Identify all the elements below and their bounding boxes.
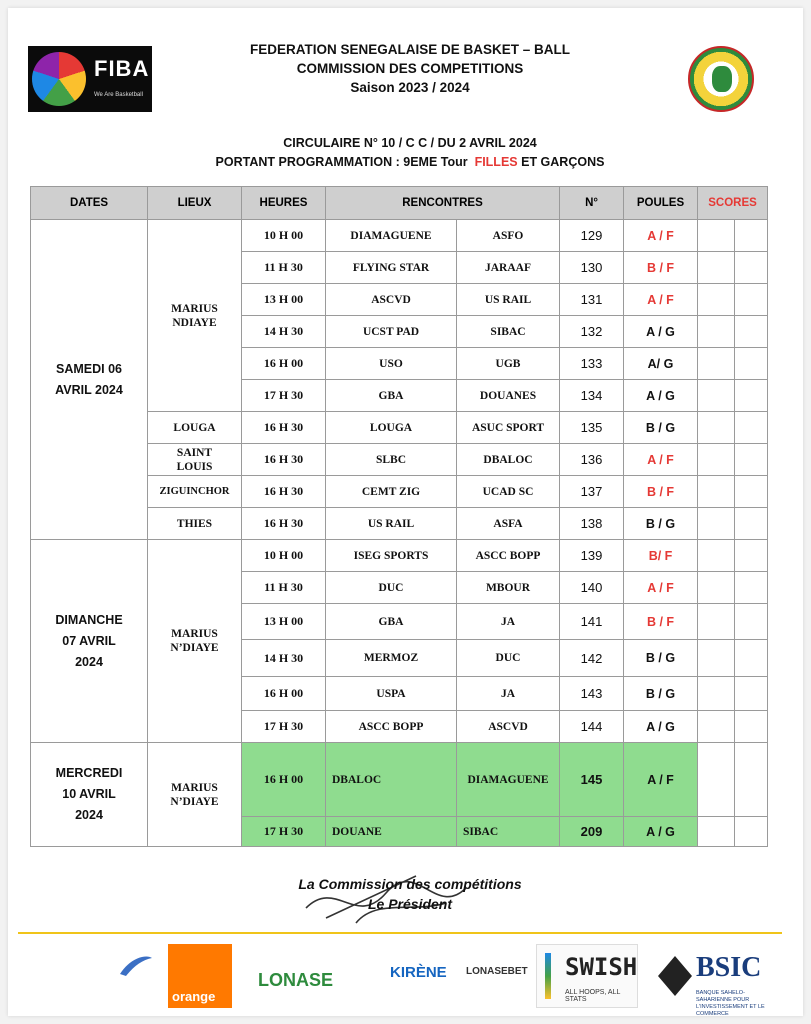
score-home — [698, 743, 735, 817]
fiba-wordmark: FIBA — [94, 56, 150, 81]
time-cell: 16 H 00 — [242, 348, 326, 380]
season: Saison 2023 / 2024 — [350, 80, 470, 95]
lonasebet-wordmark: LONASEBET — [466, 966, 528, 977]
score-home — [698, 604, 735, 640]
swish-wordmark: SWISH — [565, 953, 638, 981]
time-cell: 14 H 30 — [242, 316, 326, 348]
pool-cell: A/ G — [624, 348, 698, 380]
venue-cell — [148, 743, 242, 847]
commission-name: COMMISSION DES COMPETITIONS — [296, 61, 524, 76]
match-number: 209 — [560, 817, 624, 847]
time-cell: 16 H 30 — [242, 412, 326, 444]
venue-cell: ZIGUINCHOR — [148, 476, 242, 508]
venue-label: SAINT LOUIS — [176, 446, 213, 473]
bsic-tagline: BANQUE SAHELO-SAHARIENNE POUR L'INVESTISSEMENT ET LE COMMERCE — [696, 990, 765, 1017]
signature-block — [260, 874, 560, 914]
score-away — [735, 348, 768, 380]
lonase-logo — [256, 944, 338, 1008]
day-label: DIMANCHE 07 AVRIL 2024 — [55, 612, 123, 669]
pool-cell: B / F — [624, 252, 698, 284]
score-away — [735, 711, 768, 743]
lion-icon — [712, 66, 732, 92]
match-number: 136 — [560, 444, 624, 476]
header-row — [31, 187, 768, 220]
bsic-diamond-icon — [658, 956, 692, 996]
score-away — [735, 252, 768, 284]
header-num: N° — [560, 187, 624, 220]
home-team: USPA — [326, 677, 457, 711]
home-team: MERMOZ — [326, 640, 457, 677]
time-cell: 16 H 30 — [242, 476, 326, 508]
schedule-table — [30, 186, 768, 847]
fsbb-emblem — [688, 46, 754, 112]
away-team: US RAIL — [457, 284, 560, 316]
score-home — [698, 508, 735, 540]
pool-cell: A / F — [624, 220, 698, 252]
day-cell — [31, 220, 148, 540]
home-team: DIAMAGUENE — [326, 220, 457, 252]
time-cell: 16 H 30 — [242, 508, 326, 540]
home-team: LOUGA — [326, 412, 457, 444]
federation-header — [180, 40, 640, 97]
score-away — [735, 220, 768, 252]
pool-cell: B / F — [624, 604, 698, 640]
circular-number: CIRCULAIRE N° 10 / C C / DU 2 AVRIL 2024 — [283, 136, 537, 150]
time-cell: 17 H 30 — [242, 380, 326, 412]
header-rencontres: RENCONTRES — [326, 187, 560, 220]
venue-label: MARIUS NDIAYE — [171, 302, 218, 329]
score-home — [698, 476, 735, 508]
home-team: CEMT ZIG — [326, 476, 457, 508]
pool-cell: B / G — [624, 508, 698, 540]
score-home — [698, 348, 735, 380]
time-cell: 10 H 00 — [242, 220, 326, 252]
swish-bar-icon — [545, 953, 551, 999]
circular-title — [150, 134, 670, 172]
score-home — [698, 284, 735, 316]
score-home — [698, 572, 735, 604]
kirene-logo — [388, 944, 450, 1008]
match-number: 145 — [560, 743, 624, 817]
time-cell: 17 H 30 — [242, 817, 326, 847]
pool-cell: A / G — [624, 380, 698, 412]
time-cell: 16 H 00 — [242, 743, 326, 817]
pool-cell: B / G — [624, 412, 698, 444]
pool-cell: A / F — [624, 743, 698, 817]
time-cell: 17 H 30 — [242, 711, 326, 743]
commission-signature: La Commission des compétitions — [298, 876, 522, 892]
score-away — [735, 284, 768, 316]
away-team: UCAD SC — [457, 476, 560, 508]
away-team: DIAMAGUENE — [457, 743, 560, 817]
programming-text: PORTANT PROGRAMMATION : 9EME Tour — [215, 155, 468, 169]
day-cell — [31, 540, 148, 743]
fiba-tagline: We Are Basketball — [94, 92, 143, 98]
table-row — [31, 743, 768, 817]
lonase-wordmark: LONASE — [258, 970, 334, 990]
orange-wordmark: orange — [172, 989, 216, 1004]
header-heures: HEURES — [242, 187, 326, 220]
score-away — [735, 743, 768, 817]
header-poules: POULES — [624, 187, 698, 220]
table-row — [31, 540, 768, 572]
time-cell: 16 H 00 — [242, 677, 326, 711]
match-number: 143 — [560, 677, 624, 711]
venue-cell: LOUGA — [148, 412, 242, 444]
score-away — [735, 677, 768, 711]
away-team: ASCC BOPP — [457, 540, 560, 572]
home-team: ISEG SPORTS — [326, 540, 457, 572]
match-number: 131 — [560, 284, 624, 316]
header-lieux: LIEUX — [148, 187, 242, 220]
pool-cell: A / G — [624, 316, 698, 348]
score-home — [698, 817, 735, 847]
home-team: GBA — [326, 604, 457, 640]
venue-cell — [148, 220, 242, 412]
home-team: ASCVD — [326, 284, 457, 316]
score-away — [735, 508, 768, 540]
score-away — [735, 380, 768, 412]
score-home — [698, 412, 735, 444]
score-home — [698, 252, 735, 284]
swish-tagline: ALL HOOPS, ALL STATS — [565, 989, 621, 1003]
header-dates: DATES — [31, 187, 148, 220]
pool-cell: A / F — [624, 284, 698, 316]
score-away — [735, 817, 768, 847]
match-number: 135 — [560, 412, 624, 444]
orange-logo — [168, 944, 232, 1008]
away-team: UGB — [457, 348, 560, 380]
pool-cell: B / F — [624, 476, 698, 508]
venue-cell — [148, 444, 242, 476]
score-home — [698, 677, 735, 711]
score-home — [698, 711, 735, 743]
away-team: DOUANES — [457, 380, 560, 412]
match-number: 142 — [560, 640, 624, 677]
home-team: SLBC — [326, 444, 457, 476]
swoosh-logo — [116, 944, 156, 1008]
venue-cell: THIES — [148, 508, 242, 540]
away-team: ASFO — [457, 220, 560, 252]
home-team: DOUANE — [326, 817, 457, 847]
bsic-wordmark: BSIC — [696, 952, 762, 983]
score-away — [735, 640, 768, 677]
president-signature: Le Président — [367, 896, 453, 912]
away-team: JA — [457, 604, 560, 640]
score-away — [735, 444, 768, 476]
home-team: USO — [326, 348, 457, 380]
home-team: US RAIL — [326, 508, 457, 540]
venue-label: MARIUS N’DIAYE — [170, 781, 219, 808]
home-team: DBALOC — [326, 743, 457, 817]
home-team: ASCC BOPP — [326, 711, 457, 743]
match-number: 134 — [560, 380, 624, 412]
header-scores: SCORES — [698, 187, 768, 220]
match-number: 141 — [560, 604, 624, 640]
filles-label: FILLES — [474, 155, 518, 169]
footer-divider — [18, 932, 782, 934]
match-number: 130 — [560, 252, 624, 284]
venue-label: MARIUS N’DIAYE — [170, 628, 219, 654]
score-away — [735, 540, 768, 572]
home-team: UCST PAD — [326, 316, 457, 348]
swish-logo — [536, 944, 638, 1008]
score-away — [735, 316, 768, 348]
time-cell: 13 H 00 — [242, 604, 326, 640]
day-cell — [31, 743, 148, 847]
away-team: DBALOC — [457, 444, 560, 476]
score-away — [735, 412, 768, 444]
away-team: JA — [457, 677, 560, 711]
match-number: 129 — [560, 220, 624, 252]
away-team: JARAAF — [457, 252, 560, 284]
away-team: DUC — [457, 640, 560, 677]
time-cell: 13 H 00 — [242, 284, 326, 316]
pool-cell: A / F — [624, 572, 698, 604]
home-team: DUC — [326, 572, 457, 604]
match-number: 133 — [560, 348, 624, 380]
score-home — [698, 220, 735, 252]
programming-line — [150, 153, 670, 172]
pool-cell: B / G — [624, 677, 698, 711]
score-home — [698, 316, 735, 348]
match-number: 144 — [560, 711, 624, 743]
away-team: MBOUR — [457, 572, 560, 604]
match-number: 137 — [560, 476, 624, 508]
score-home — [698, 640, 735, 677]
score-away — [735, 572, 768, 604]
pool-cell: A / G — [624, 817, 698, 847]
lonasebet-logo — [462, 944, 528, 1008]
away-team: SIBAC — [457, 316, 560, 348]
time-cell: 14 H 30 — [242, 640, 326, 677]
away-team: ASCVD — [457, 711, 560, 743]
away-team: SIBAC — [457, 817, 560, 847]
time-cell: 11 H 30 — [242, 572, 326, 604]
pool-cell: B / G — [624, 640, 698, 677]
fiba-logo — [28, 46, 152, 112]
day-label: SAMEDI 06 AVRIL 2024 — [55, 361, 123, 397]
garcons-label: ET GARÇONS — [521, 155, 605, 169]
score-home — [698, 380, 735, 412]
match-number: 132 — [560, 316, 624, 348]
score-away — [735, 604, 768, 640]
score-away — [735, 476, 768, 508]
match-number: 138 — [560, 508, 624, 540]
away-team: ASFA — [457, 508, 560, 540]
score-home — [698, 444, 735, 476]
home-team: FLYING STAR — [326, 252, 457, 284]
home-team: GBA — [326, 380, 457, 412]
time-cell: 16 H 30 — [242, 444, 326, 476]
table-row — [31, 220, 768, 252]
basketball-icon — [32, 52, 86, 106]
match-number: 139 — [560, 540, 624, 572]
venue-cell — [148, 540, 242, 743]
kirene-wordmark: KIRÈNE — [390, 964, 447, 981]
federation-name: FEDERATION SENEGALAISE DE BASKET – BALL — [249, 42, 571, 57]
day-label: MERCREDI 10 AVRIL 2024 — [55, 766, 123, 822]
bsic-logo — [656, 944, 768, 1017]
score-home — [698, 540, 735, 572]
pool-cell: A / F — [624, 444, 698, 476]
away-team: ASUC SPORT — [457, 412, 560, 444]
time-cell: 10 H 00 — [242, 540, 326, 572]
pool-cell: A / G — [624, 711, 698, 743]
match-number: 140 — [560, 572, 624, 604]
pool-cell: B/ F — [624, 540, 698, 572]
time-cell: 11 H 30 — [242, 252, 326, 284]
